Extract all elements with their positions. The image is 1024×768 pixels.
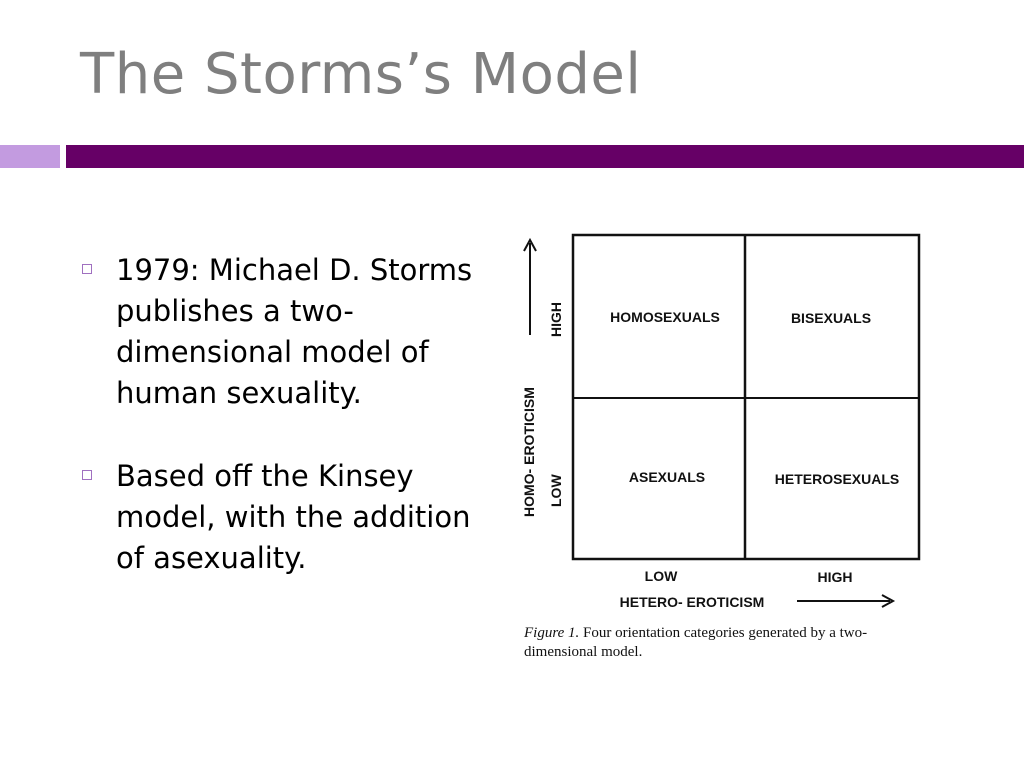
slide-title: The Storms’s Model [80,42,642,107]
arrow-up-icon [524,240,536,335]
svg-text:HIGH: HIGH [548,302,564,337]
bullet-text: Based off the Kinsey model, with the addition of asexuality. [116,459,471,575]
quadrant-homosexuals: HOMOSEXUALS [610,309,720,325]
svg-text:LOW: LOW [548,474,564,507]
quadrant-heterosexuals: HETEROSEXUALS [774,471,900,487]
bullet-list [80,250,500,621]
x-axis-title: HETERO- EROTICISM [619,594,765,610]
accent-bar-left [0,145,60,168]
figure-caption [524,624,934,662]
bullet-item [80,456,500,579]
svg-text:HOMO- EROTICISM: HOMO- EROTICISM [521,387,537,517]
x-axis-high-label: HIGH [817,569,853,585]
orientation-grid-diagram [515,225,935,625]
square-bullet-icon [82,470,92,480]
caption-text: Four orientation categories generated by a two-dimensional model. [524,625,868,660]
arrow-right-icon [797,595,893,607]
quadrant-asexuals: ASEXUALS [628,469,706,485]
y-axis-low-label [548,474,564,507]
accent-bar [66,145,1024,168]
quadrant-bisexuals: BISEXUALS [790,310,872,326]
figure-ref: Figure 1. [524,625,580,641]
y-axis-title [521,387,537,517]
square-bullet-icon [82,264,92,274]
bullet-text: 1979: Michael D. Storms publishes a two-dimensional model of human sexuality. [116,253,473,410]
bullet-item [80,250,500,414]
x-axis-low-label: LOW [644,568,678,584]
storms-model-figure [515,225,935,675]
y-axis-high-label [548,302,564,337]
